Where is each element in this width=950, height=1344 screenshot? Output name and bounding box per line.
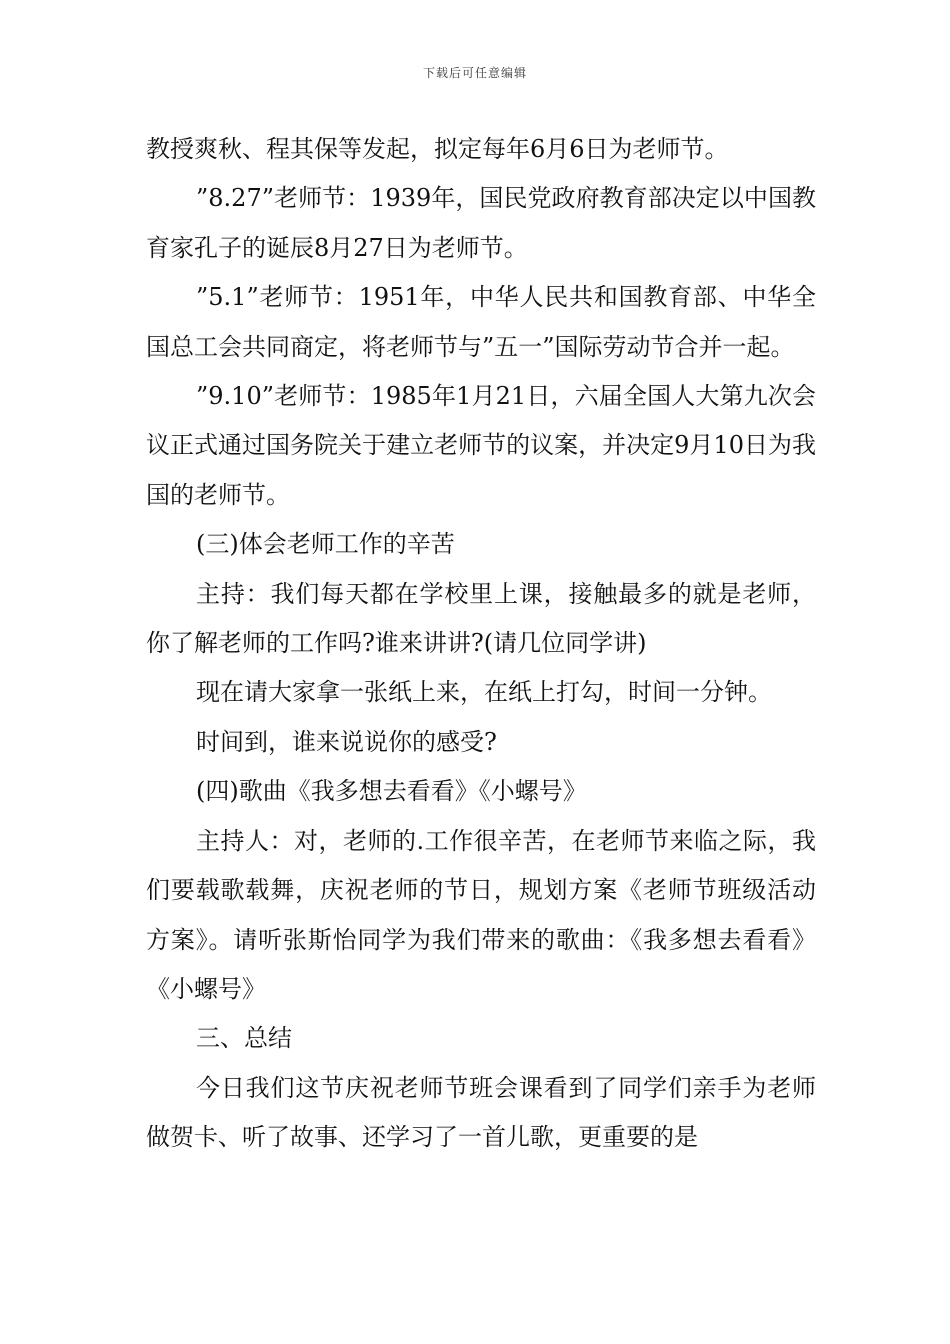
paragraph: 主持人：对，老师的.工作很辛苦，在老师节来临之际，我们要载歌载舞，庆祝老师的节日，规划方案《老师节班级活动方案》。请听张斯怡同学为我们带来的歌曲：《我多想去看看》《小螺号》	[146, 826, 816, 1003]
paragraph: 时间到，谁来说说你的感受?	[196, 727, 497, 756]
section-heading: (四)歌曲《我多想去看看》《小螺号》	[196, 777, 587, 806]
paragraph: ”5.1”老师节：1951年，中华人民共和国教育部、中华全国总工会共同商定，将老师节与”五一”国际劳动节合并一起。	[146, 283, 816, 361]
paragraph: ”8.27”老师节：1939年，国民党政府教育部决定以中国教育家孔子的诞辰8月27日为老师节。	[146, 184, 816, 262]
page-header: 下载后可任意编辑	[422, 66, 527, 80]
document-body	[146, 125, 816, 1163]
paragraph: ”9.10”老师节：1985年1月21日，六届全国人大第九次会议正式通过国务院关于建立老师节的议案，并决定9月10日为我国的老师节。	[146, 382, 816, 509]
paragraph: 现在请大家拿一张纸上来，在纸上打勾，时间一分钟。	[196, 678, 772, 707]
section-heading: 三、总结	[196, 1024, 292, 1053]
paragraph: 今日我们这节庆祝老师节班会课看到了同学们亲手为老师做贺卡、听了故事、还学习了一首儿歌，更重要的是	[146, 1073, 816, 1152]
paragraph: 教授爽秋、程其保等发起，拟定每年6月6日为老师节。	[146, 135, 729, 163]
paragraph: 主持：我们每天都在学校里上课，接触最多的就是老师，你了解老师的工作吗?谁来讲讲?(请几位同学讲)	[146, 579, 816, 658]
section-heading: (三)体会老师工作的辛苦	[196, 530, 455, 559]
